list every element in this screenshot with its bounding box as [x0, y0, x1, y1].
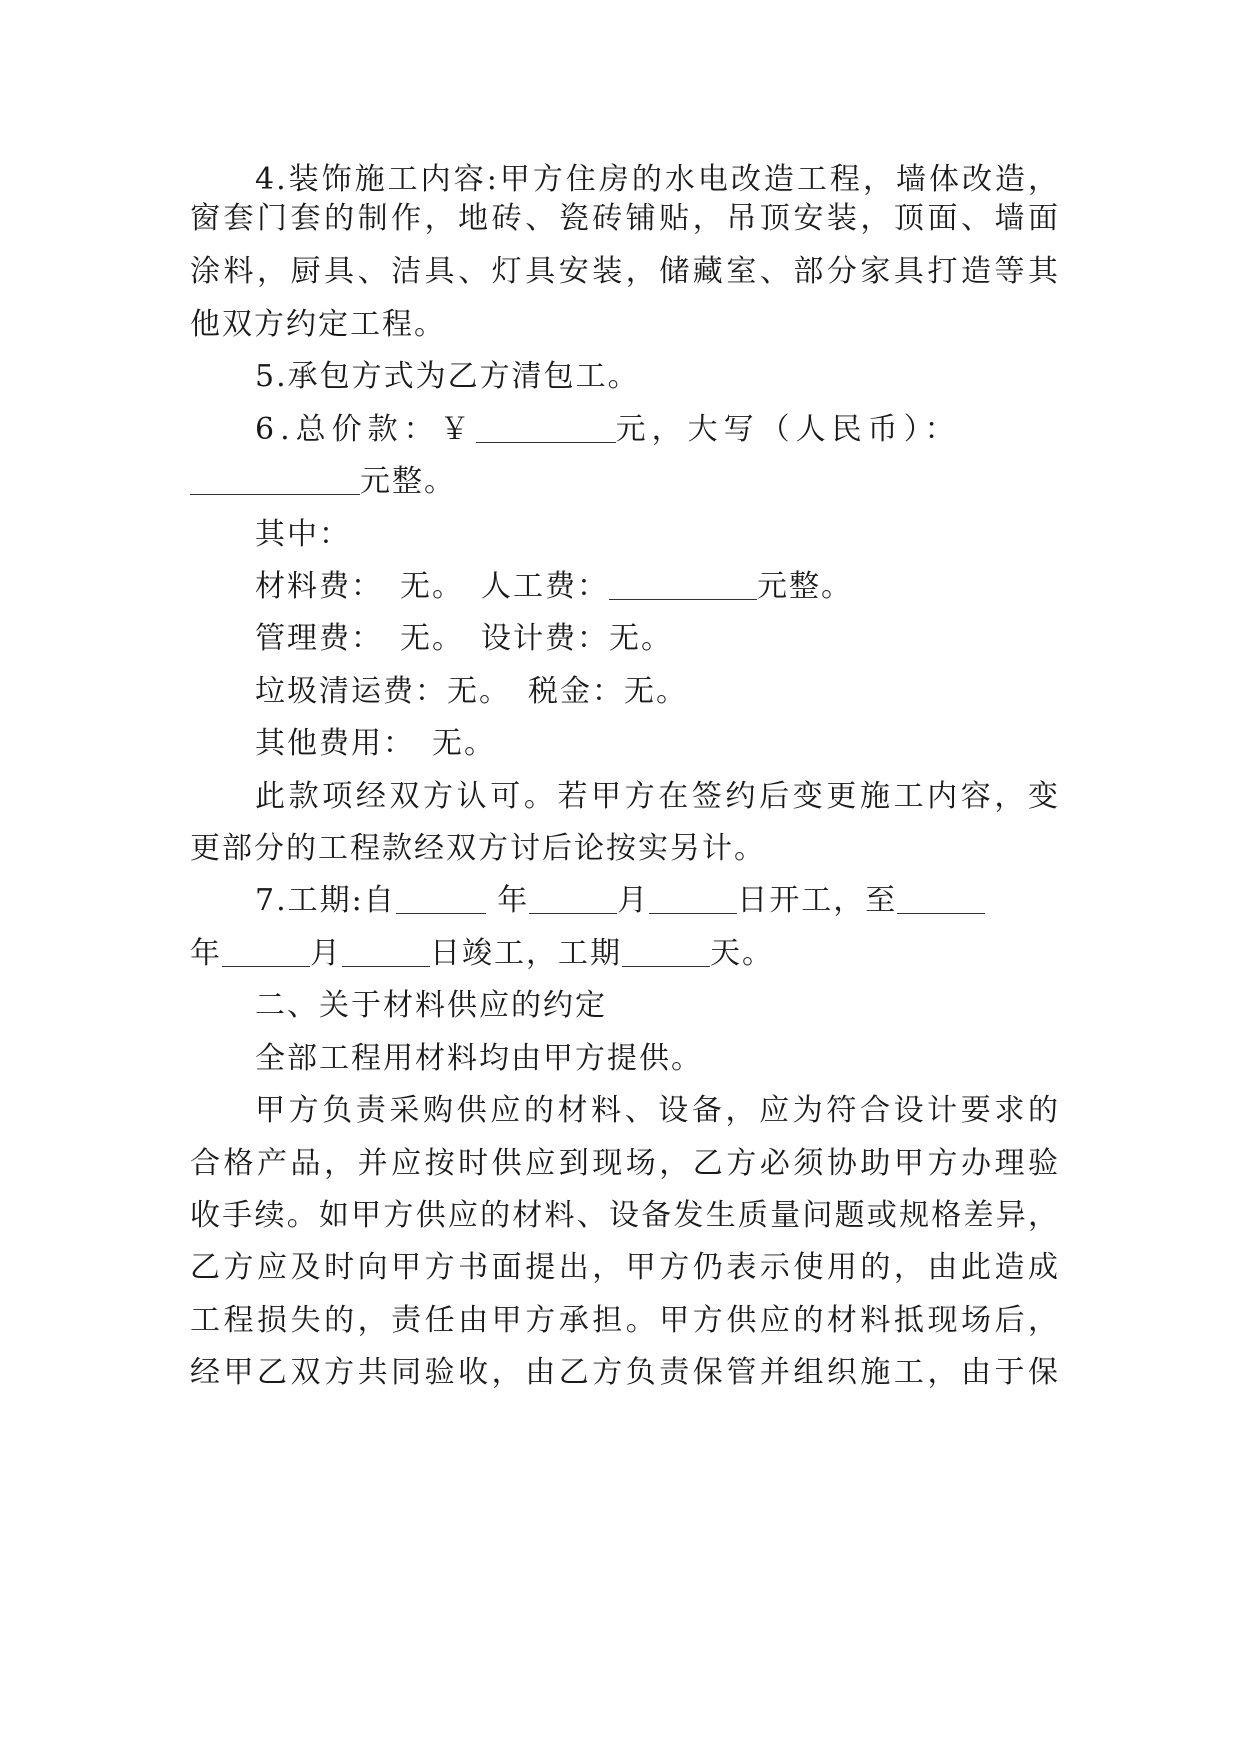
section2-p2-line5: 工程损失的，责任由甲方承担。甲方供应的材料抵现场后，: [190, 1303, 1060, 1338]
start-month-blank: [529, 883, 617, 914]
breakdown-management-line: 管理费： 无。 设计费：无。: [255, 621, 673, 656]
section2-p2-line1: 甲方负责采购供应的材料、设备，应为符合设计要求的: [255, 1093, 1060, 1128]
breakdown-garbage-line: 垃圾清运费：无。 税金：无。: [255, 674, 688, 709]
end-month-label: 月: [310, 936, 342, 971]
item7-line2: [190, 932, 1060, 976]
period-label: 7.工期:自: [255, 883, 396, 918]
material-labor-label: 材料费： 无。 人工费：: [255, 569, 609, 604]
start-day-label: 日开工，至: [737, 883, 898, 918]
breakdown-other-line: 其他费用： 无。: [255, 726, 496, 761]
item7-line1: [255, 879, 1060, 923]
labor-fee-suffix: 元整。: [757, 569, 853, 604]
section2-heading: 二、关于材料供应的约定: [255, 988, 607, 1023]
section2-p2-line3: 收手续。如甲方供应的材料、设备发生质量问题或规格差异，: [190, 1198, 1060, 1233]
start-day-blank: [649, 883, 737, 914]
section2-p1: 全部工程用材料均由甲方提供。: [255, 1041, 703, 1076]
start-year-label: 年: [497, 883, 530, 918]
approval-line2: 更部分的工程款经双方讨后论按实另计。: [190, 831, 766, 866]
breakdown-heading: 其中：: [255, 517, 351, 552]
section2-p2-line6: 经甲乙双方共同验收，由乙方负责保管并组织施工，由于保: [190, 1355, 1060, 1390]
total-price-suffix: 元整。: [360, 464, 456, 499]
item4-line1: 4.装饰施工内容:甲方住房的水电改造工程，墙体改造，: [255, 162, 1060, 197]
item4-line4: 他双方约定工程。: [190, 307, 446, 342]
total-price-uppercase-label: 元，大写（人民币）：: [615, 412, 961, 447]
end-month-blank: [222, 936, 310, 967]
breakdown-material-line: [255, 565, 1060, 609]
end-day-label: 日竣工，工期: [430, 936, 622, 971]
total-price-uppercase-blank: [190, 464, 360, 495]
duration-days-label: 天。: [710, 936, 774, 971]
duration-days-blank: [622, 936, 710, 967]
end-year-blank: [897, 883, 985, 914]
start-year-blank: [396, 883, 486, 914]
end-year-label: 年: [190, 936, 222, 971]
item6-line2: [190, 460, 1060, 504]
item4-line3: 涂料，厨具、洁具、灯具安装，储藏室、部分家具打造等其: [190, 254, 1060, 289]
end-day-blank: [342, 936, 430, 967]
approval-line1: 此款项经双方认可。若甲方在签约后变更施工内容，变: [255, 779, 1060, 814]
item5-line: 5.承包方式为乙方清包工。: [255, 359, 640, 394]
total-price-blank: [476, 412, 616, 443]
section2-p2-line2: 合格产品，并应按时供应到现场，乙方必须协助甲方办理验: [190, 1146, 1060, 1181]
section2-p2-line4: 乙方应及时向甲方书面提出，甲方仍表示使用的，由此造成: [190, 1250, 1060, 1285]
start-month-label: 月: [617, 883, 650, 918]
total-price-label: 6.总价款：￥: [255, 412, 476, 447]
labor-fee-blank: [609, 569, 757, 600]
item4-line2: 窗套门套的制作，地砖、瓷砖铺贴，吊顶安装，顶面、墙面: [190, 201, 1060, 236]
item6-line1: [255, 408, 1060, 452]
